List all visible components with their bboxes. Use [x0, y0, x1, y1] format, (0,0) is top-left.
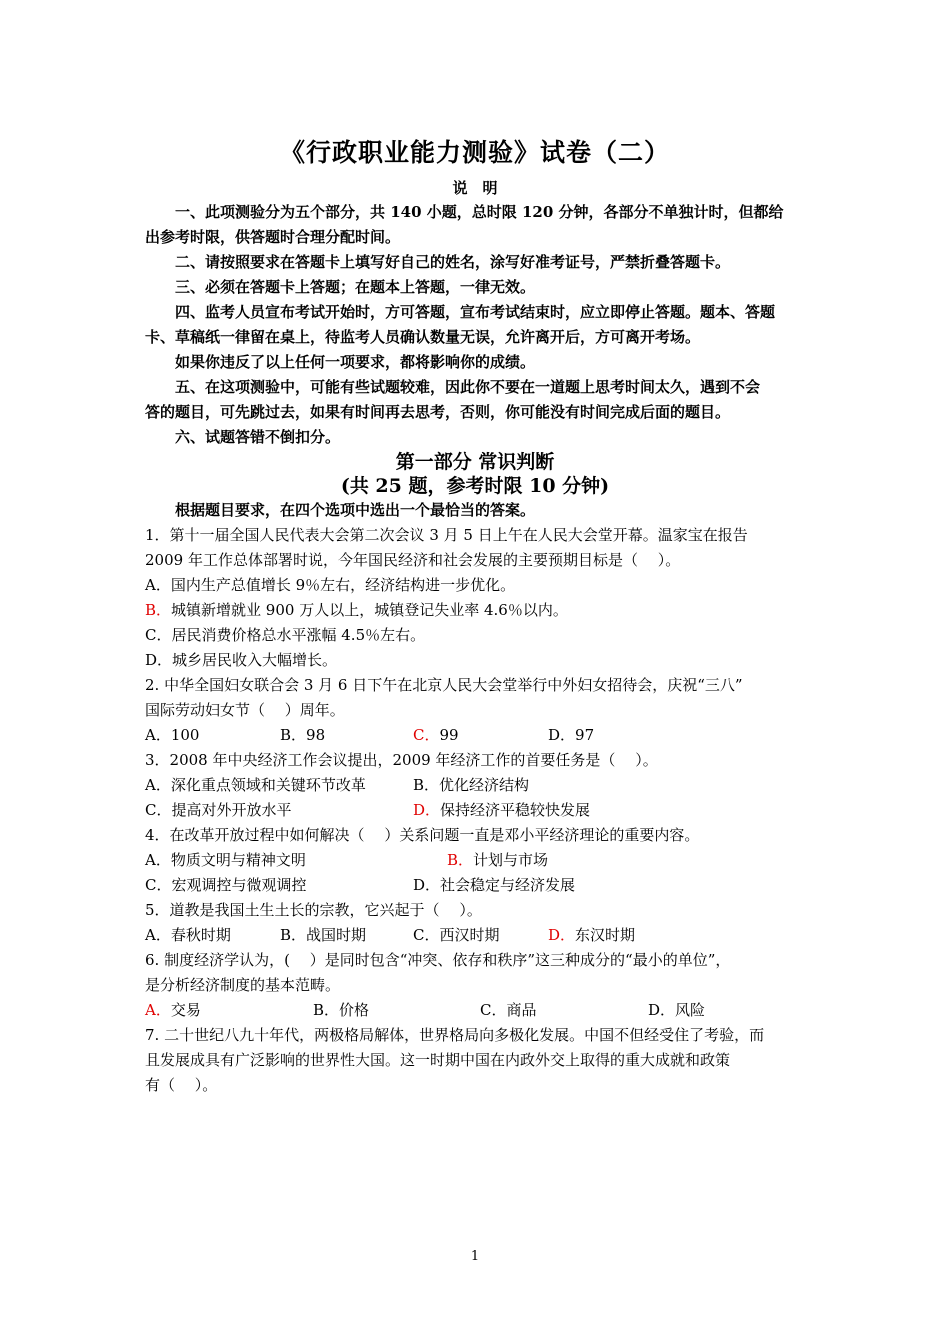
- option-letter: A．: [145, 851, 171, 869]
- page-title: 《行政职业能力测验》试卷（二）: [279, 138, 670, 167]
- answer-option: [413, 925, 500, 945]
- option-letter: A．: [145, 776, 171, 794]
- answer-option: [145, 775, 366, 795]
- question-text: 国际劳动妇女节（ ）周年。: [145, 701, 345, 719]
- instruction-line: 出参考时限，供答题时合理分配时间。: [145, 228, 401, 246]
- question-text: 4．在改革开放过程中如何解决（ ）关系问题一直是邓小平经济理论的重要内容。: [145, 826, 700, 844]
- instruction-line: 六、试题答错不倒扣分。: [175, 428, 341, 446]
- instruction-line: 答的题目，可先跳过去，如果有时间再去思考，否则，你可能没有时间完成后面的题目。: [145, 403, 731, 421]
- instruction-line: 四、监考人员宣布考试开始时，方可答题，宣布考试结束时，应立即停止答题。题本、答题: [175, 303, 776, 321]
- question-text: 有（ ）。: [145, 1076, 218, 1094]
- answer-option: [548, 725, 594, 745]
- question-text: 3．2008 年中央经济工作会议提出，2009 年经济工作的首要任务是（ ）。: [145, 751, 658, 769]
- answer-option: [413, 875, 575, 895]
- option-text: 东汉时期: [575, 926, 636, 944]
- option-text: 国内生产总值增长 9％左右，经济结构进一步优化。: [170, 576, 516, 594]
- option-letter: B．: [313, 1001, 340, 1019]
- option-text: 交易: [170, 1001, 201, 1019]
- option-letter-correct: B．: [447, 851, 474, 869]
- answer-option: [145, 925, 231, 945]
- option-letter: A．: [145, 576, 171, 594]
- option-text: 98: [306, 726, 326, 744]
- answer-option: [145, 875, 307, 895]
- question-text: 2. 中华全国妇女联合会 3 月 6 日下午在北京人民大会堂举行中外妇女招待会，庆祝“三八”: [145, 676, 743, 694]
- instruction-line: 一、此项测验分为五个部分，共 140 小题，总时限 120 分钟，各部分不单独计时，但都给: [175, 203, 784, 221]
- part-direction: 根据题目要求，在四个选项中选出一个最恰当的答案。: [175, 501, 536, 519]
- answer-option: [413, 775, 529, 795]
- option-letter: B．: [280, 926, 307, 944]
- option-letter: A．: [145, 726, 171, 744]
- option-letter-correct: C．: [413, 726, 440, 744]
- option-text: 城乡居民收入大幅增长。: [172, 651, 338, 669]
- instruction-line: 五、在这项测验中，可能有些试题较难，因此你不要在一道题上思考时间太久，遇到不会: [175, 378, 761, 396]
- option-letter: B．: [413, 776, 440, 794]
- option-text: 99: [439, 726, 459, 744]
- answer-option: [447, 850, 548, 870]
- answer-option: [145, 650, 337, 670]
- instruction-line: 二、请按照要求在答题卡上填写好自己的姓名，涂写好准考证号，严禁折叠答题卡。: [175, 253, 731, 271]
- answer-option: [145, 625, 425, 645]
- option-text: 物质文明与精神文明: [170, 851, 306, 869]
- option-letter-correct: D．: [548, 926, 576, 944]
- question-text: 5．道教是我国土生土长的宗教，它兴起于（ ）。: [145, 901, 482, 919]
- option-letter: C．: [413, 926, 440, 944]
- question-text: 且发展成具有广泛影响的世界性大国。这一时期中国在内政外交上取得的重大成就和政策: [145, 1051, 731, 1069]
- instructions-heading: 说 明: [452, 179, 498, 197]
- answer-option: [145, 575, 515, 595]
- option-text: 优化经济结构: [439, 776, 530, 794]
- option-letter: C．: [480, 1001, 507, 1019]
- option-letter-correct: A．: [145, 1001, 171, 1019]
- answer-option: [480, 1000, 537, 1020]
- answer-option: [413, 725, 459, 745]
- option-text: 97: [575, 726, 595, 744]
- question-text: 7. 二十世纪八九十年代，两极格局解体，世界格局向多极化发展。中国不但经受住了考验，而: [145, 1026, 765, 1044]
- option-letter: D．: [145, 651, 173, 669]
- instruction-line: 卡、草稿纸一律留在桌上，待监考人员确认数量无误，允许离开后，方可离开考场。: [145, 328, 701, 346]
- option-text: 居民消费价格总水平涨幅 4.5％左右。: [171, 626, 426, 644]
- option-letter: C．: [145, 801, 172, 819]
- answer-option: [313, 1000, 369, 1020]
- question-text: 2009 年工作总体部署时说，今年国民经济和社会发展的主要预期目标是（ ）。: [145, 551, 681, 569]
- option-text: 宏观调控与微观调控: [171, 876, 307, 894]
- option-text: 价格: [339, 1001, 370, 1019]
- option-letter: C．: [145, 876, 172, 894]
- option-text: 春秋时期: [170, 926, 231, 944]
- option-letter: D．: [548, 726, 576, 744]
- answer-option: [145, 725, 199, 745]
- option-text: 风险: [675, 1001, 706, 1019]
- option-text: 社会稳定与经济发展: [440, 876, 576, 894]
- option-text: 商品: [506, 1001, 537, 1019]
- answer-option: [280, 925, 366, 945]
- answer-option: [145, 1000, 201, 1020]
- question-text: 是分析经济制度的基本范畴。: [145, 976, 341, 994]
- option-text: 计划与市场: [473, 851, 549, 869]
- option-text: 西汉时期: [439, 926, 500, 944]
- option-text: 提高对外开放水平: [171, 801, 292, 819]
- option-text: 城镇新增就业 900 万人以上，城镇登记失业率 4.6％以内。: [171, 601, 568, 619]
- question-text: 1．第十一届全国人民代表大会第二次会议 3 月 5 日上午在人民大会堂开幕。温家宝在报告: [145, 526, 748, 544]
- part-title: 第一部分 常识判断: [395, 451, 555, 473]
- option-letter: D．: [648, 1001, 676, 1019]
- option-letter: B．: [280, 726, 307, 744]
- page-number: 1: [470, 1249, 480, 1264]
- instruction-line: 三、必须在答题卡上答题；在题本上答题，一律无效。: [175, 278, 536, 296]
- instruction-line: 如果你违反了以上任何一项要求，都将影响你的成绩。: [175, 353, 536, 371]
- answer-option: [548, 925, 635, 945]
- option-letter: A．: [145, 926, 171, 944]
- option-text: 战国时期: [306, 926, 367, 944]
- option-letter-correct: D．: [413, 801, 441, 819]
- part-subtitle: (共 25 题，参考时限 10 分钟): [340, 475, 610, 497]
- question-text: 6. 制度经济学认为，( ）是同时包含“冲突、依存和秩序”这三种成分的“最小的单位”，: [145, 951, 731, 969]
- answer-option: [413, 800, 590, 820]
- option-text: 保持经济平稳较快发展: [440, 801, 591, 819]
- answer-option: [648, 1000, 705, 1020]
- answer-option: [145, 850, 306, 870]
- answer-option: [145, 600, 568, 620]
- option-letter: C．: [145, 626, 172, 644]
- answer-option: [145, 800, 292, 820]
- option-text: 深化重点领域和关键环节改革: [170, 776, 366, 794]
- answer-option: [280, 725, 325, 745]
- option-letter: D．: [413, 876, 441, 894]
- option-text: 100: [170, 726, 200, 744]
- option-letter-correct: B．: [145, 601, 172, 619]
